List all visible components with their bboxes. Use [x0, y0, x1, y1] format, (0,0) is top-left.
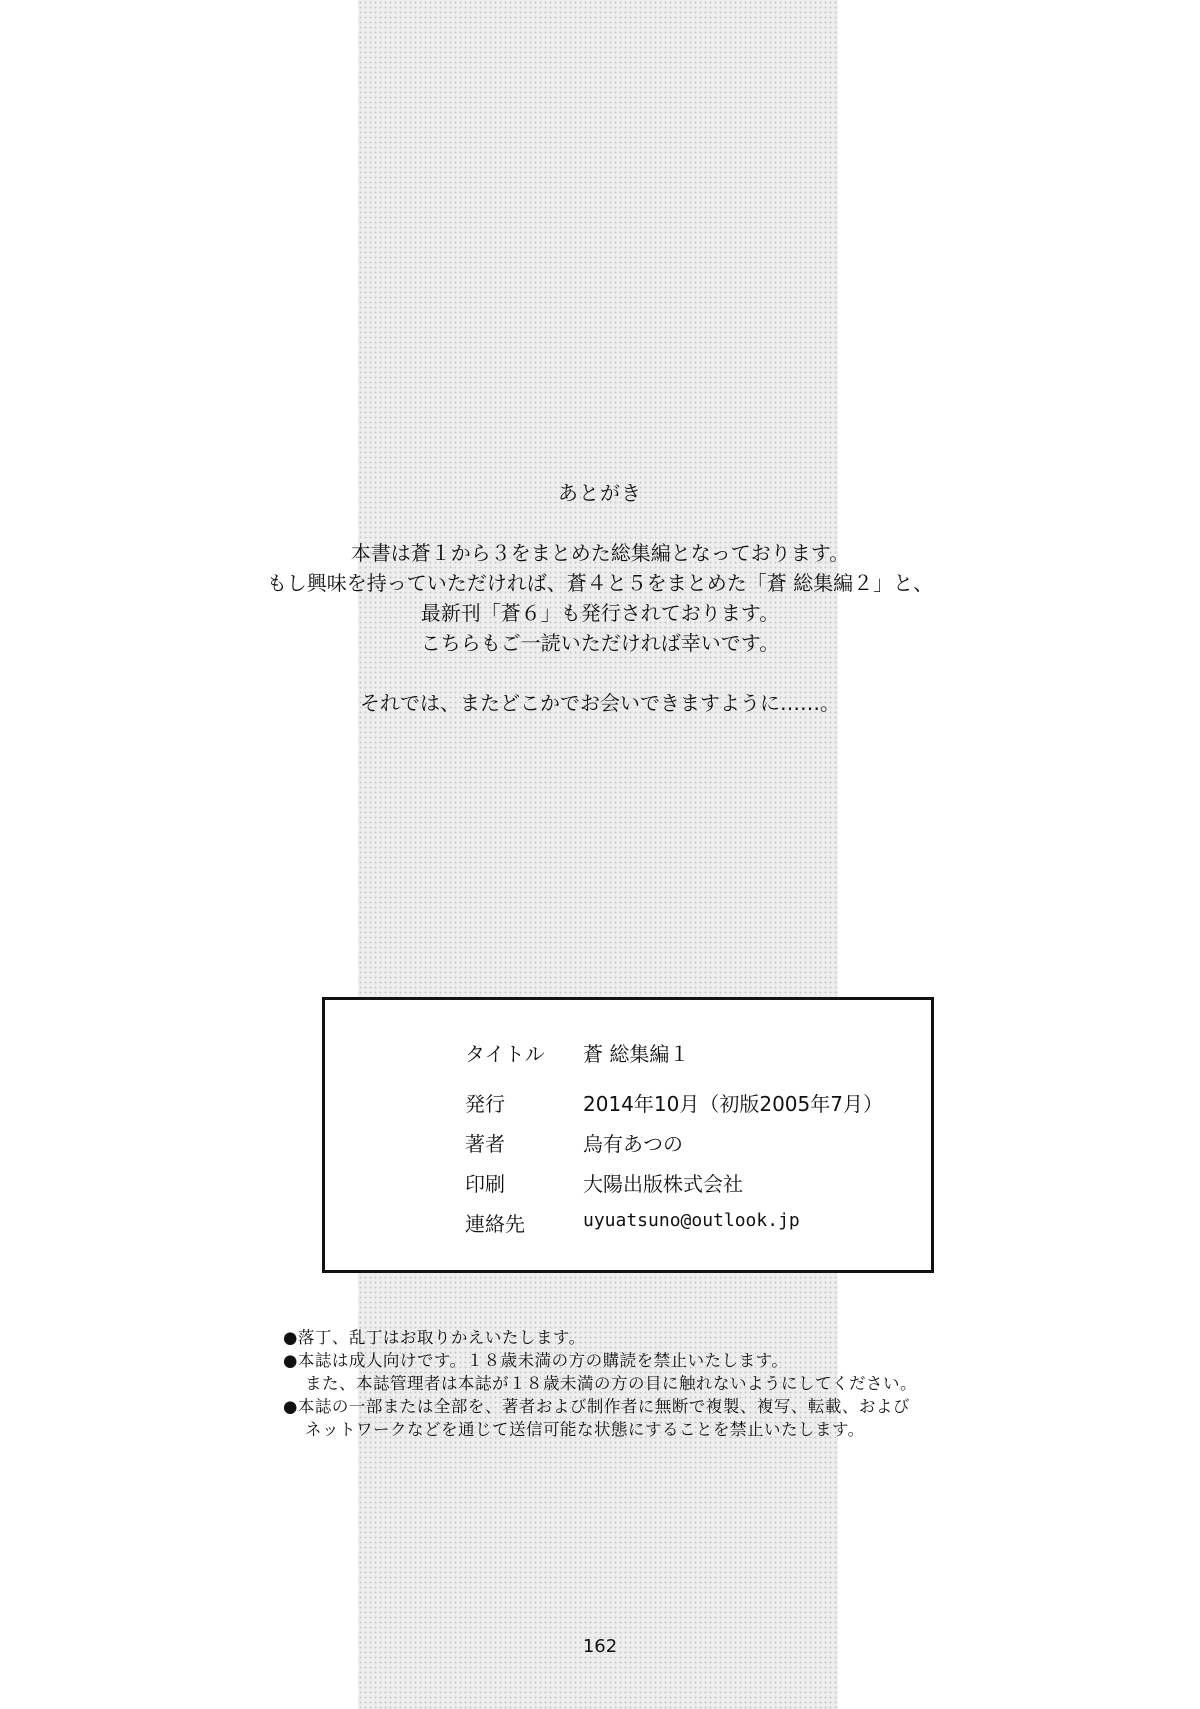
- notice-line: ●落丁、乱丁はお取りかえいたします。: [283, 1328, 586, 1347]
- afterword-line: こちらもご一読いただければ幸いです。: [420, 631, 780, 655]
- afterword-closing: それでは、またどこかでお会いできますように……。: [360, 691, 840, 715]
- colophon-printer-value: 大陽出版株式会社: [583, 1172, 743, 1196]
- colophon-published-label: 発行: [465, 1092, 505, 1116]
- colophon-author-label: 著者: [465, 1132, 505, 1156]
- notice-line: ネットワークなどを通じて送信可能な状態にすることを禁止いたします。: [305, 1420, 865, 1439]
- colophon-row-author: [325, 1128, 931, 1158]
- notice-line: ●本誌は成人向けです。１８歳未満の方の購読を禁止いたします。: [283, 1351, 789, 1370]
- notice-line: ●本誌の一部または全部を、著者および制作者に無断で複製、複写、転載、および: [283, 1397, 910, 1416]
- colophon-row-title: [325, 1038, 931, 1068]
- afterword-section: [0, 478, 1200, 718]
- colophon-published-value: 2014年10月（初版2005年7月）: [583, 1092, 883, 1116]
- afterword-line: 最新刊「蒼６」も発行されております。: [420, 601, 780, 625]
- colophon-box: [322, 997, 934, 1273]
- afterword-line: 本書は蒼１から３をまとめた総集編となっております。: [350, 541, 850, 565]
- colophon-title-value: 蒼 総集編１: [583, 1042, 690, 1066]
- colophon-row-published: [325, 1088, 931, 1118]
- colophon-author-value: 烏有あつの: [583, 1132, 683, 1156]
- legal-notices: [283, 1326, 917, 1441]
- colophon-row-printer: [325, 1168, 931, 1198]
- halftone-background-strip: [358, 0, 838, 1709]
- colophon-contact-value: uyuatsuno@outlook.jp: [583, 1210, 800, 1231]
- colophon-printer-label: 印刷: [465, 1172, 505, 1196]
- notice-line: また、本誌管理者は本誌が１８歳未満の方の目に触れないようにしてください。: [305, 1374, 917, 1393]
- colophon-title-label: タイトル: [465, 1042, 545, 1066]
- colophon-row-contact: [325, 1208, 931, 1238]
- colophon-contact-label: 連絡先: [465, 1212, 525, 1236]
- afterword-heading: あとがき: [558, 481, 642, 505]
- page-number: 162: [582, 1636, 618, 1657]
- afterword-line: もし興味を持っていただければ、蒼４と５をまとめた「蒼 総集編２」と、: [266, 571, 934, 595]
